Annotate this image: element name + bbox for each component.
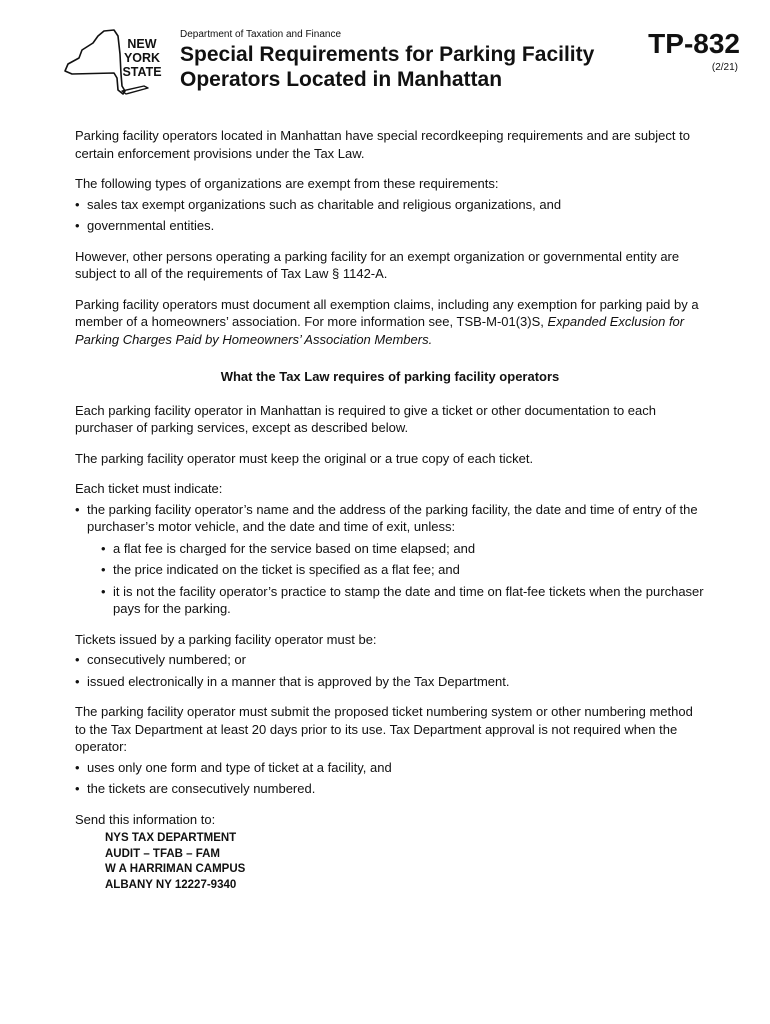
logo-line-3: STATE [122, 65, 162, 79]
form-revision-date: (2/21) [711, 62, 738, 73]
exempt-intro: The following types of organizations are exempt from these requirements: [75, 176, 499, 191]
form-number: TP-832 [648, 28, 740, 59]
list-item: • the tickets are consecutively numbered. [75, 780, 705, 798]
address-line: W A HARRIMAN CAMPUS [105, 863, 246, 875]
title-line-2: Operators Located in Manhattan [180, 68, 503, 91]
nys-logo [62, 28, 174, 98]
document-claims-paragraph [75, 296, 705, 349]
section-heading: What the Tax Law requires of parking facility operators [220, 369, 560, 384]
document-claims-text: Parking facility operators must document all exemption claims, including any exemption for parking paid by a member of a homeowners’ association. For more information see, TSB-M-01(3)S, [75, 296, 699, 329]
submit-list [75, 759, 705, 798]
list-item: • issued electronically in a manner that is approved by the Tax Department. [75, 673, 705, 691]
department-name: Department of Taxation and Finance [180, 29, 342, 40]
bulletin-title: Expanded Exclusion for Parking Charges Paid by Homeowners’ Association Members. [75, 314, 685, 347]
keep-copy-paragraph: The parking facility operator must keep the original or a true copy of each ticket. [75, 450, 534, 466]
list-item: • sales tax exempt organizations such as charitable and religious organizations, and [75, 196, 705, 214]
title-line-1: Special Requirements for Parking Facility [180, 43, 595, 66]
logo-line-2: YORK [123, 51, 161, 65]
list-item: • it is not the facility operator’s practice to stamp the date and time on flat-fee tickets when the purchaser pays for the parking. [101, 583, 705, 618]
list-item: • uses only one form and type of ticket at a facility, and [75, 759, 705, 777]
issued-intro: Tickets issued by a parking facility operator must be: [75, 631, 377, 647]
address-line: AUDIT – TFAB – FAM [105, 847, 221, 860]
however-paragraph: However, other persons operating a parking facility for an exempt organization or governmental entity are subject to all of the requirements of Tax Law § 1142-A. [75, 248, 680, 281]
list-item [75, 501, 705, 618]
ticket-indicate-item: the parking facility operator’s name and the address of the parking facility, the date and time of entry of the purchaser’s motor vehicle, and the date and time of exit, unless: [87, 501, 698, 534]
unless-list [87, 540, 705, 618]
exempt-list [75, 196, 705, 235]
list-item: • the price indicated on the ticket is specified as a flat fee; and [101, 561, 705, 579]
address-line: ALBANY NY 12227-9340 [105, 878, 237, 891]
address-line: NYS TAX DEPARTMENT [105, 832, 237, 844]
issued-list [75, 651, 705, 690]
new-york-state-outline-icon [62, 28, 174, 98]
list-item: • consecutively numbered; or [75, 651, 705, 669]
list-item: • a flat fee is charged for the service based on time elapsed; and [101, 540, 705, 558]
ticket-indicate-intro: Each ticket must indicate: [75, 481, 223, 496]
list-item: • governmental entities. [75, 217, 705, 235]
submit-paragraph: The parking facility operator must submit the proposed ticket numbering system or other numbering method to the Tax Department at least 20 days prior to its use. Tax Department approval is not required when the operator: [75, 704, 693, 754]
intro-paragraph: Parking facility operators located in Manhattan have special recordkeeping requirements and are subject to certain enforcement provisions under the Tax Law. [75, 128, 690, 161]
logo-line-1: NEW [127, 37, 157, 51]
send-to-label: Send this information to: [75, 811, 216, 827]
page-title [180, 42, 594, 92]
document-body [75, 127, 705, 893]
ticket-required-paragraph: Each parking facility operator in Manhattan is required to give a ticket or other documentation to each purchaser of parking services, except as described below. [75, 402, 656, 435]
ticket-indicate-list [75, 501, 705, 618]
mailing-address [75, 831, 705, 893]
